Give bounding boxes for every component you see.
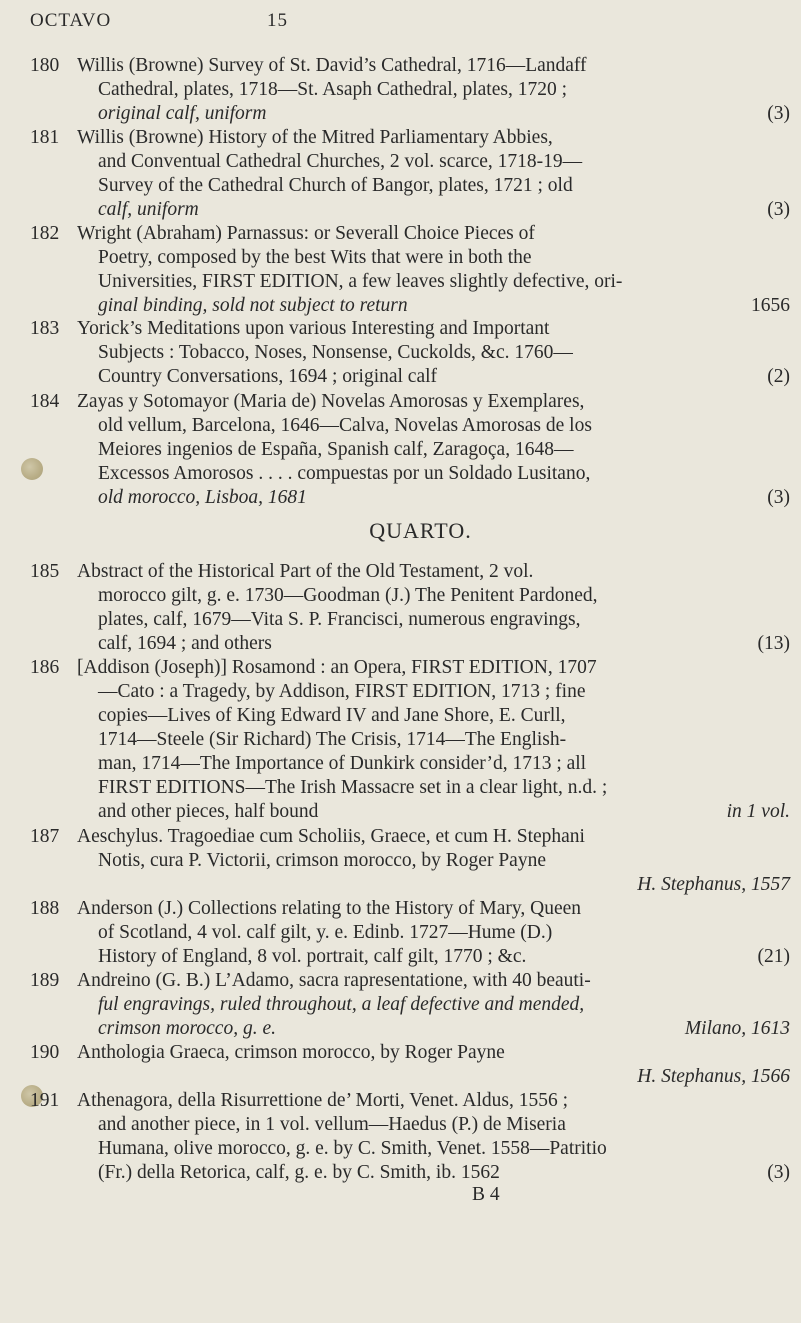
- lot-count: in 1 vol.: [726, 801, 790, 822]
- entry-line: Poetry, composed by the best Wits that were in both the: [98, 247, 532, 268]
- section-heading: QUARTO.: [369, 518, 472, 543]
- entry-line: Survey of the Cathedral Church of Bangor, plates, 1721 ; old: [98, 175, 573, 196]
- header-section: OCTAVO: [30, 10, 112, 31]
- entry-line: ful engravings, ruled throughout, a leaf defective and mended,: [98, 994, 585, 1015]
- entry-line: Anderson (J.) Collections relating to the History of Mary, Queen: [77, 898, 582, 919]
- entry-line: calf, uniform: [98, 199, 199, 220]
- entry-line: Abstract of the Historical Part of the Old Testament, 2 vol.: [77, 561, 534, 582]
- entry-line: and Conventual Cathedral Churches, 2 vol. scarce, 1718-19—: [98, 151, 583, 172]
- entry-line: Yorick’s Meditations upon various Interesting and Important: [77, 318, 550, 339]
- entry-line: FIRST EDITIONS—The Irish Massacre set in a clear light, n.d. ;: [98, 777, 608, 798]
- entry-line: ginal binding, sold not subject to return: [98, 295, 408, 316]
- lot-number: 191: [30, 1090, 60, 1111]
- entry-line: plates, calf, 1679—Vita S. P. Francisci, numerous engravings,: [98, 609, 581, 630]
- lot-number: 183: [30, 318, 60, 339]
- entry-line: Zayas y Sotomayor (Maria de) Novelas Amorosas y Exemplares,: [77, 391, 585, 412]
- lot-count: (3): [767, 103, 790, 124]
- entry-line: Notis, cura P. Victorii, crimson morocco, by Roger Payne: [98, 850, 546, 871]
- running-header: [30, 10, 770, 36]
- lot-imprint: H. Stephanus, 1566: [637, 1066, 790, 1087]
- entry-line: —Cato : a Tragedy, by Addison, FIRST EDITION, 1713 ; fine: [98, 681, 586, 702]
- lot-count: (3): [767, 487, 790, 508]
- entry-line: Humana, olive morocco, g. e. by C. Smith, Venet. 1558—Patritio: [98, 1138, 607, 1159]
- entry-line: man, 1714—The Importance of Dunkirk consider’d, 1713 ; all: [98, 753, 587, 774]
- signature-mark: B 4: [472, 1184, 500, 1205]
- lot-number: 188: [30, 898, 60, 919]
- lot-count: (13): [757, 633, 790, 654]
- lot-count: (21): [757, 946, 790, 967]
- lot-number: 190: [30, 1042, 60, 1063]
- entry-line: Country Conversations, 1694 ; original calf: [98, 366, 438, 387]
- entry-line: Cathedral, plates, 1718—St. Asaph Cathedral, plates, 1720 ;: [98, 79, 567, 100]
- entry-line: Meiores ingenios de España, Spanish calf, Zaragoça, 1648—: [98, 439, 574, 460]
- lot-count: (2): [767, 366, 790, 387]
- lot-number: 189: [30, 970, 60, 991]
- entry-line: old vellum, Barcelona, 1646—Calva, Novelas Amorosas de los: [98, 415, 592, 436]
- entry-line: [Addison (Joseph)] Rosamond : an Opera, FIRST EDITION, 1707: [77, 657, 597, 678]
- entry-line: Willis (Browne) Survey of St. David’s Cathedral, 1716—Landaff: [77, 55, 587, 76]
- lot-number: 180: [30, 55, 60, 76]
- lot-count: (3): [767, 199, 790, 220]
- lot-number: 181: [30, 127, 60, 148]
- lot-count: (3): [767, 1162, 790, 1183]
- entry-line: Willis (Browne) History of the Mitred Parliamentary Abbies,: [77, 127, 553, 148]
- lot-number: 186: [30, 657, 60, 678]
- entry-line: Subjects : Tobacco, Noses, Nonsense, Cuckolds, &c. 1760—: [98, 342, 573, 363]
- entry-line: crimson morocco, g. e.: [98, 1018, 276, 1039]
- margin-mark-icon: [21, 458, 43, 480]
- entry-line: Excessos Amorosos . . . . compuestas por un Soldado Lusitano,: [98, 463, 591, 484]
- entry-line: and another piece, in 1 vol. vellum—Haedus (P.) de Miseria: [98, 1114, 566, 1135]
- lot-date: 1656: [751, 295, 790, 316]
- entry-line: Aeschylus. Tragoediae cum Scholiis, Graece, et cum H. Stephani: [77, 826, 585, 847]
- lot-imprint: H. Stephanus, 1557: [637, 874, 790, 895]
- entry-line: of Scotland, 4 vol. calf gilt, y. e. Edinb. 1727—Hume (D.): [98, 922, 553, 943]
- entry-line: original calf, uniform: [98, 103, 267, 124]
- entry-line: Andreino (G. B.) L’Adamo, sacra rapresentatione, with 40 beauti-: [77, 970, 591, 991]
- entry-line: copies—Lives of King Edward IV and Jane Shore, E. Curll,: [98, 705, 566, 726]
- entry-line: Athenagora, della Risurrettione de’ Morti, Venet. Aldus, 1556 ;: [77, 1090, 569, 1111]
- lot-number: 187: [30, 826, 60, 847]
- entry-line: (Fr.) della Retorica, calf, g. e. by C. Smith, ib. 1562: [98, 1162, 500, 1183]
- entry-line: 1714—Steele (Sir Richard) The Crisis, 1714—The English-: [98, 729, 567, 750]
- entry-line: Universities, FIRST EDITION, a few leaves slightly defective, ori-: [98, 271, 623, 292]
- entry-line: calf, 1694 ; and others: [98, 633, 272, 654]
- entry-line: morocco gilt, g. e. 1730—Goodman (J.) The Penitent Pardoned,: [98, 585, 598, 606]
- entry-line: Wright (Abraham) Parnassus: or Severall Choice Pieces of: [77, 223, 535, 244]
- entry-line: old morocco, Lisboa, 1681: [98, 487, 307, 508]
- lot-number: 182: [30, 223, 60, 244]
- lot-imprint: Milano, 1613: [684, 1018, 790, 1039]
- entry-line: History of England, 8 vol. portrait, calf gilt, 1770 ; &c.: [98, 946, 527, 967]
- entry-line: and other pieces, half bound: [98, 801, 319, 822]
- lot-number: 185: [30, 561, 60, 582]
- lot-number: 184: [30, 391, 60, 412]
- entry-line: Anthologia Graeca, crimson morocco, by Roger Payne: [77, 1042, 505, 1063]
- page-number: 15: [267, 10, 288, 31]
